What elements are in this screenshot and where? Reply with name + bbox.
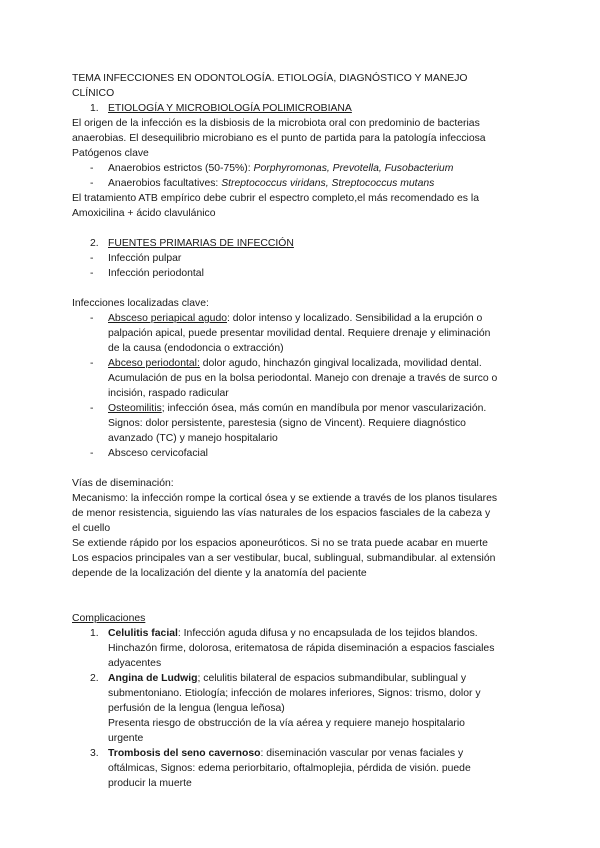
term-desc-line: Hinchazón firme, dolorosa, eritematosa de rápida diseminación a espacios fasciales bbox=[108, 643, 495, 654]
term-desc-line: Acumulación de pus en la bolsa periodontal. Manejo con drenaje a través de surco o bbox=[108, 373, 498, 384]
section-2-title: FUENTES PRIMARIAS DE INFECCIÓN bbox=[108, 238, 294, 249]
term-desc-line: de la causa (endodoncia o extracción) bbox=[108, 343, 284, 354]
sec1-para-line2: anaerobias. El desequilibrio microbiano es el punto de partida para la patología infecciosa bbox=[72, 133, 486, 144]
bullet-dash: - bbox=[90, 253, 94, 264]
bullet-dash: - bbox=[90, 268, 94, 279]
term-desc-line: perfusión de la lengua (lengua leñosa) bbox=[108, 703, 285, 714]
vias-line: Se extiende rápido por los espacios aponeuróticos. Si no se trata puede acabar en muerte bbox=[72, 538, 488, 549]
term-desc: dolor agudo, hinchazón gingival localizada, movilidad dental. bbox=[199, 358, 482, 369]
doc-title-line1: TEMA INFECCIONES EN ODONTOLOGÍA. ETIOLOGÍA, DIAGNÓSTICO Y MANEJO bbox=[72, 73, 468, 84]
term-desc-line: palpación apical, puede presentar movilidad dental. Requiere drenaje y eliminación bbox=[108, 328, 491, 339]
pathogens-title: Patógenos clave bbox=[72, 148, 149, 159]
bullet-dash: - bbox=[90, 313, 94, 324]
section-1-number: 1. bbox=[90, 103, 99, 114]
treatment-line1: El tratamiento ATB empírico debe cubrir el espectro completo,el más recomendado es la bbox=[72, 193, 479, 204]
section-1-title: ETIOLOGÍA Y MICROBIOLOGÍA POLIMICROBIANA bbox=[108, 103, 352, 114]
term-desc-line: adyacentes bbox=[108, 658, 162, 669]
term-desc-line: Signos: dolor persistente, parestesia (signo de Vincent). Requiere diagnóstico bbox=[108, 418, 466, 429]
term-desc: : dolor intenso y localizado. Sensibilidad a la erupción o bbox=[227, 313, 483, 324]
vias-title: Vías de diseminación: bbox=[72, 478, 174, 489]
term-desc-line: oftálmicas, Signos: edema periorbitario, oftalmoplejia, pérdida de visión. puede bbox=[108, 763, 471, 774]
term-desc-line: avanzado (TC) y manejo hospitalario bbox=[108, 433, 278, 444]
term-absceso-cervicofacial: Absceso cervicofacial bbox=[108, 448, 208, 459]
vias-line: Mecanismo: la infección rompe la cortical ósea y se extiende a través de los planos tisulares bbox=[72, 493, 498, 504]
bullet-dash: - bbox=[90, 178, 94, 189]
bullet-label: Anaerobios estrictos (50-75%): bbox=[108, 163, 251, 174]
vias-line: el cuello bbox=[72, 523, 111, 534]
sec1-para-line1: El origen de la infección es la disbiosis de la microbiota oral con predominio de bacterias bbox=[72, 118, 480, 129]
bullet-dash: - bbox=[90, 403, 94, 414]
term-trombosis-seno: Trombosis del seno cavernoso bbox=[108, 748, 261, 759]
vias-line: de menor resistencia, siguiendo las vías naturales de los espacios fasciales de la cabeza y bbox=[72, 508, 491, 519]
section-2-number: 2. bbox=[90, 238, 99, 249]
item-number: 3. bbox=[90, 748, 99, 759]
term-desc: : Infección aguda difusa y no encapsulada de los tejidos blandos. bbox=[177, 628, 478, 639]
bullet-dash: - bbox=[90, 358, 94, 369]
term-desc: ; celulitis bilateral de espacios submandibular, sublingual y bbox=[197, 673, 467, 684]
doc-title-line2: CLÍNICO bbox=[72, 88, 115, 99]
bullet-dash: - bbox=[90, 448, 94, 459]
source-item: Infección pulpar bbox=[108, 253, 182, 264]
term-desc: ; infección ósea, más común en mandíbula por menor vascularización. bbox=[161, 403, 487, 414]
term-absceso-periapical: Absceso periapical agudo bbox=[108, 313, 227, 324]
term-desc-line: submentoniano. Etiología; infección de molares inferiores, Signos: trismo, dolor y bbox=[108, 688, 481, 699]
term-desc-line: Presenta riesgo de obstrucción de la vía aérea y requiere manejo hospitalario bbox=[108, 718, 465, 729]
term-celulitis-facial: Celulitis facial bbox=[108, 628, 178, 639]
term-osteomielitis: Osteomilitis bbox=[108, 403, 162, 414]
bullet-label: Anaerobios facultatives: bbox=[108, 178, 219, 189]
bullet-species: Streptococcus viridans, Streptococcus mutans bbox=[221, 178, 435, 189]
term-absceso-periodontal: Abceso periodontal: bbox=[108, 358, 200, 369]
term-desc-line: incisión, raspado radicular bbox=[108, 388, 229, 399]
local-infections-title: Infecciones localizadas clave: bbox=[72, 298, 209, 309]
term-desc: : diseminación vascular por venas faciales y bbox=[260, 748, 464, 759]
source-item: Infección periodontal bbox=[108, 268, 204, 279]
item-number: 2. bbox=[90, 673, 99, 684]
term-angina-ludwig: Angina de Ludwig bbox=[108, 673, 198, 684]
item-number: 1. bbox=[90, 628, 99, 639]
complications-title: Complicaciones bbox=[72, 613, 146, 624]
treatment-line2: Amoxicilina + ácido clavulánico bbox=[72, 208, 216, 219]
term-desc-line: producir la muerte bbox=[108, 778, 192, 789]
term-desc-line: urgente bbox=[108, 733, 144, 744]
bullet-species: Porphyromonas, Prevotella, Fusobacterium bbox=[253, 163, 454, 174]
vias-line: depende de la localización del diente y la anatomía del paciente bbox=[72, 568, 367, 579]
vias-line: Los espacios principales van a ser vestibular, bucal, sublingual, submandibular. al extensión bbox=[72, 553, 496, 564]
bullet-dash: - bbox=[90, 163, 94, 174]
